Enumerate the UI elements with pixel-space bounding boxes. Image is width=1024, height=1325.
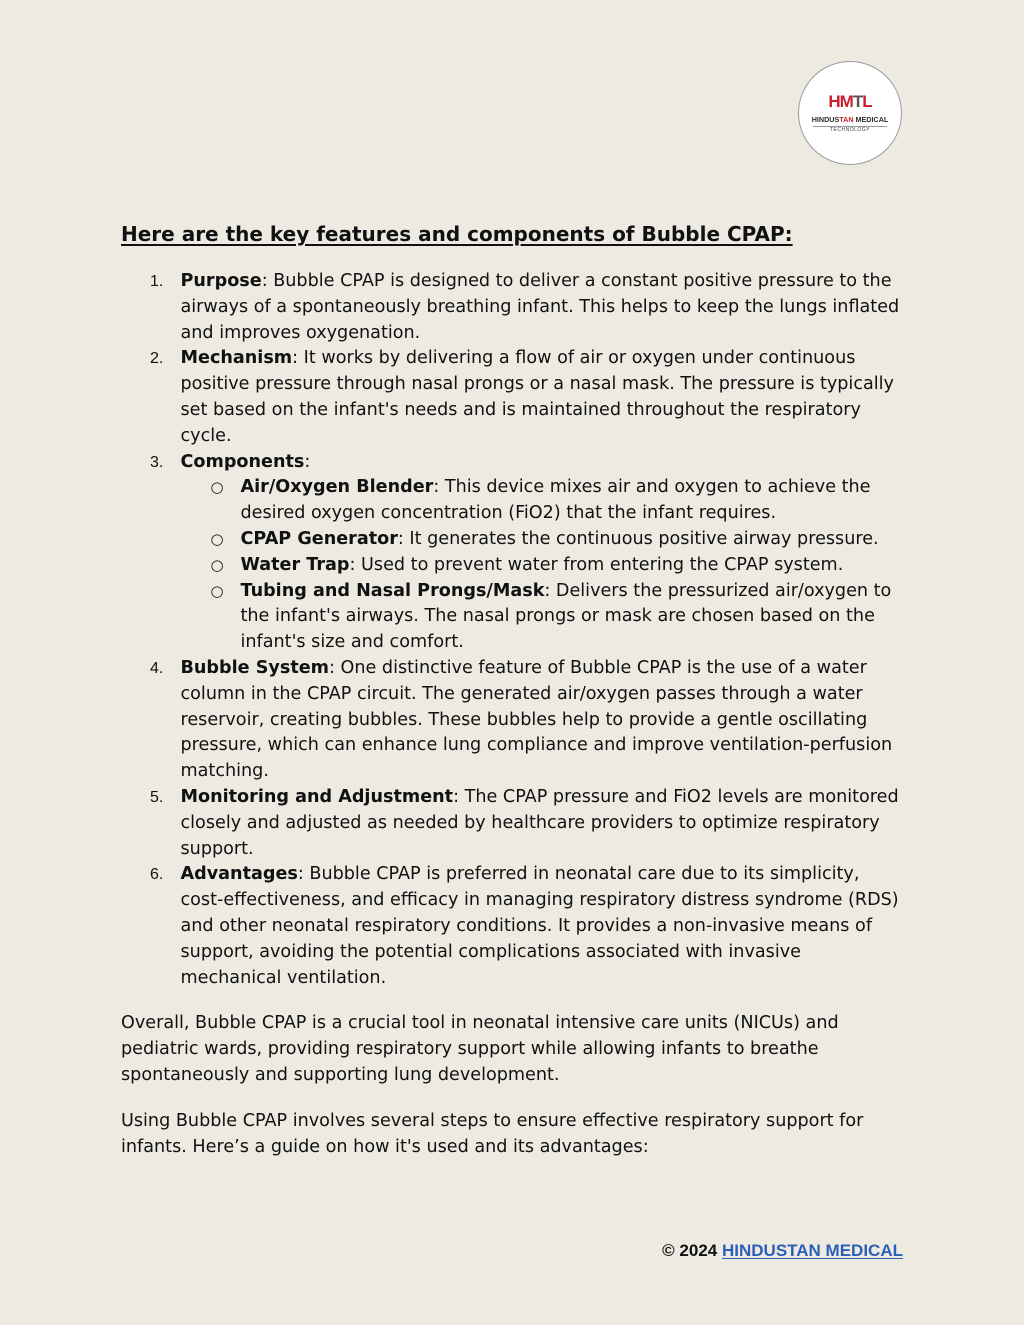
document-body	[121, 269, 905, 1160]
sub-list-item	[181, 579, 906, 656]
item-term: Purpose	[180, 271, 262, 291]
sub-item-term: Water Trap	[240, 554, 350, 575]
logo-subtitle: TECHNOLOGY	[829, 127, 870, 133]
intro-paragraph: Using Bubble CPAP involves several steps to ensure effective respiratory support for infants. Here’s a guide on how it's used and its advantages:	[121, 1110, 864, 1157]
sub-list-item	[181, 475, 906, 527]
list-number: 1.	[150, 273, 164, 290]
list-item	[121, 656, 905, 785]
item-text: : The CPAP pressure and FiO2 levels are monitored closely and adjusted as needed by healthcare providers to optimize respiratory support.	[180, 786, 899, 859]
item-text: : One distinctive feature of Bubble CPAP is the use of a water column in the CPAP circuit. The generated air/oxygen passes through a water reservoir, creating bubbles. These bubbles help to provide a gentle oscillating pressure, which can enhance lung compliance and improve ventilation-perfusion matching.	[180, 657, 893, 782]
company-logo	[798, 61, 902, 165]
item-text: : It works by delivering a flow of air or oxygen under continuous positive pressure through nasal prongs or a nasal mask. The pressure is typically set based on the infant's needs and is maintained throughout the respiratory cycle.	[180, 348, 894, 446]
section-heading: Here are the key features and components of Bubble CPAP:	[121, 222, 793, 246]
list-number: 5.	[150, 788, 164, 806]
item-term: Advantages	[180, 864, 298, 885]
sub-item-term: Air/Oxygen Blender	[240, 477, 434, 498]
list-number: 6.	[150, 866, 164, 884]
list-item	[121, 269, 905, 346]
list-number: 3.	[150, 453, 164, 471]
item-term: Mechanism	[180, 348, 293, 369]
features-list	[121, 269, 905, 991]
list-item	[121, 346, 905, 449]
sub-item-text: : This device mixes air and oxygen to achieve the desired oxygen concentration (FiO2) that the infant requires.	[240, 477, 871, 524]
sub-item-text: : Used to prevent water from entering the CPAP system.	[349, 554, 844, 575]
circle-bullet-icon: ○	[210, 478, 224, 497]
item-text: : Bubble CPAP is preferred in neonatal care due to its simplicity, cost-effectiveness, and efficacy in managing respiratory distress syndrome (RDS) and other neonatal respiratory conditions. It provides a non-invasive means of support, avoiding the potential complications associated with invasive mechanical ventilation.	[180, 864, 899, 988]
item-text: : Bubble CPAP is designed to deliver a constant positive pressure to the airways of a spontaneously breathing infant. This helps to keep the lungs inflated and improves oxygenation.	[180, 271, 900, 343]
list-item	[121, 785, 905, 862]
sub-item-term: Tubing and Nasal Prongs/Mask	[240, 580, 545, 601]
list-item	[121, 450, 905, 656]
sub-item-text: : It generates the continuous positive airway pressure.	[397, 528, 879, 549]
components-sublist	[181, 475, 906, 656]
logo-monogram: HMTL	[828, 92, 872, 111]
sub-list-item	[181, 527, 906, 553]
item-term: Components	[180, 451, 305, 472]
circle-bullet-icon: ○	[210, 581, 224, 600]
sub-item-term: CPAP Generator	[240, 528, 398, 549]
sub-list-item	[181, 553, 906, 579]
list-number: 2.	[150, 350, 164, 368]
footer-copyright	[641, 1240, 903, 1262]
logo-company-name: HINDUSTAN MEDICAL	[811, 115, 889, 124]
summary-paragraph: Overall, Bubble CPAP is a crucial tool in neonatal intensive care units (NICUs) and pediatric wards, providing respiratory support while allowing infants to breathe spontaneously and supporting lung development.	[121, 1013, 839, 1085]
item-term: Bubble System	[180, 657, 329, 678]
hindustan-medical-link[interactable]: HINDUSTAN MEDICAL	[721, 1241, 903, 1260]
item-term: Monitoring and Adjustment	[180, 786, 454, 807]
item-text: :	[304, 451, 311, 472]
circle-bullet-icon: ○	[210, 529, 224, 548]
list-number: 4.	[150, 659, 164, 677]
copyright-text: © 2024	[662, 1241, 718, 1260]
circle-bullet-icon: ○	[210, 555, 224, 574]
sub-item-text: : Delivers the pressurized air/oxygen to the infant's airways. The nasal prongs or mask are chosen based on the infant's size and comfort.	[240, 580, 892, 653]
list-item	[121, 862, 905, 991]
